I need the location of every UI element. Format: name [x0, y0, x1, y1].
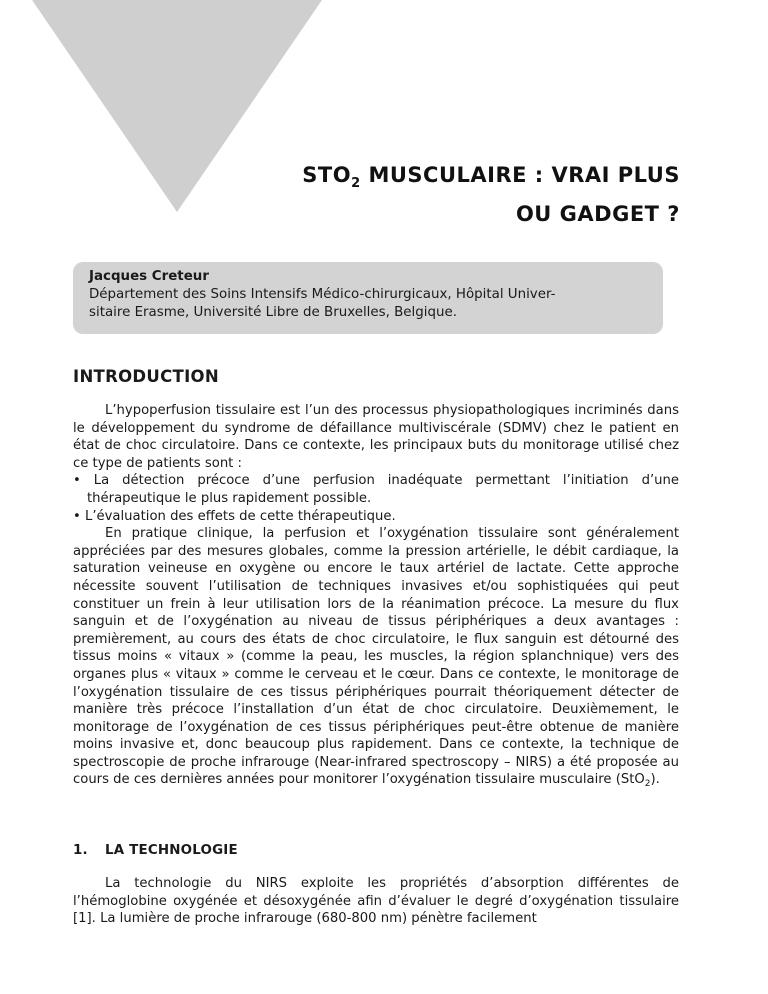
author-name: Jacques Creteur: [89, 269, 209, 284]
intro-paragraph-2-text: En pratique clinique, la perfusion et l’oxygénation tissulaire sont généralement appréciées par des mesures globales, comme la pression artérielle, le débit cardiaque, la saturation veineuse en oxygène ou encore le taux artériel de lactate. Cette approche nécessite souvent l’utilisation de techniques invasives et/ou sophistiquées qui peut constituer un frein à leur utilisation lors de la réanimation précoce. La mesure du flux sanguin et de l’oxygénation au niveau de tissus périphériques a deux avantages : premièrement, au cours des états de choc circulatoire, le flux sanguin est détourné des tissus moins « vitaux » (comme la peau, les muscles, la région splanchnique) vers des organes plus « vitaux » comme le cerveau et le cœur. Dans ce contexte, le monitorage de l’oxygénation tissulaire de ces tissus périphériques pourrait théoriquement détecter de manière très précoce l’installation d’un état de choc circulatoire. Deuxièmement, le monitorage de l’oxygénation de ces tissus périphériques peut-être obtenue de manière moins invasive et, donc beaucoup plus rapidement. Dans ce contexte, la technique de spectroscopie de proche infrarouge (Near-infrared spectroscopy – NIRS) a été proposée au cours de ces dernières années pour monitorer l’oxygénation tissulaire musculaire (StO: [73, 526, 679, 788]
title-subscript: 2: [351, 176, 361, 191]
technologie-paragraph-1: La technologie du NIRS exploite les propriétés d’absorption différentes de l’hémoglobine oxygénée et désoxygénée afin d’évaluer le degré d’oxygénation tissulaire [1]. La lumière de proche infrarouge (680-800 nm) pénètre facilement: [73, 876, 679, 927]
intro-paragraph-1: L’hypoperfusion tissulaire est l’un des processus physiopathologiques incriminés dans le développement du syndrome de défaillance multiviscérale (SDMV) chez le patient en état de choc circulatoire. Dans ce contexte, les principaux buts du monitorage utilisé chez ce type de patients sont :: [73, 403, 679, 471]
section-heading-introduction: INTRODUCTION: [73, 367, 219, 386]
affiliation-line-2: sitaire Erasme, Université Libre de Bruxelles, Belgique.: [89, 305, 457, 320]
title-line-1: [302, 160, 680, 199]
section-title: LA TECHNOLOGIE: [105, 843, 238, 858]
title-line-2: OU GADGET ?: [515, 202, 680, 226]
chapter-title: [302, 160, 680, 229]
title-sto: STO: [302, 163, 352, 187]
introduction-body: [73, 402, 679, 794]
affiliation-line-1: Département des Soins Intensifs Médico-chirurgicaux, Hôpital Univer-: [89, 287, 556, 302]
corner-triangle-decoration: [32, 0, 322, 212]
intro-paragraph-2: [73, 525, 679, 794]
section-number: 1.: [73, 843, 88, 858]
title-rest: MUSCULAIRE : VRAI PLUS: [360, 163, 680, 187]
intro-bullet-1: • La détection précoce d’une perfusion inadéquate permettant l’initiation d’une thérapeutique le plus rapidement possible.: [73, 473, 679, 506]
author-box: [73, 262, 663, 334]
section-heading-technologie: [73, 843, 238, 858]
intro-paragraph-2-subscript: 2: [644, 779, 651, 790]
intro-paragraph-2-end: ).: [650, 772, 660, 788]
intro-bullet-2: • L’évaluation des effets de cette thérapeutique.: [73, 508, 396, 524]
technologie-body: [73, 875, 679, 928]
